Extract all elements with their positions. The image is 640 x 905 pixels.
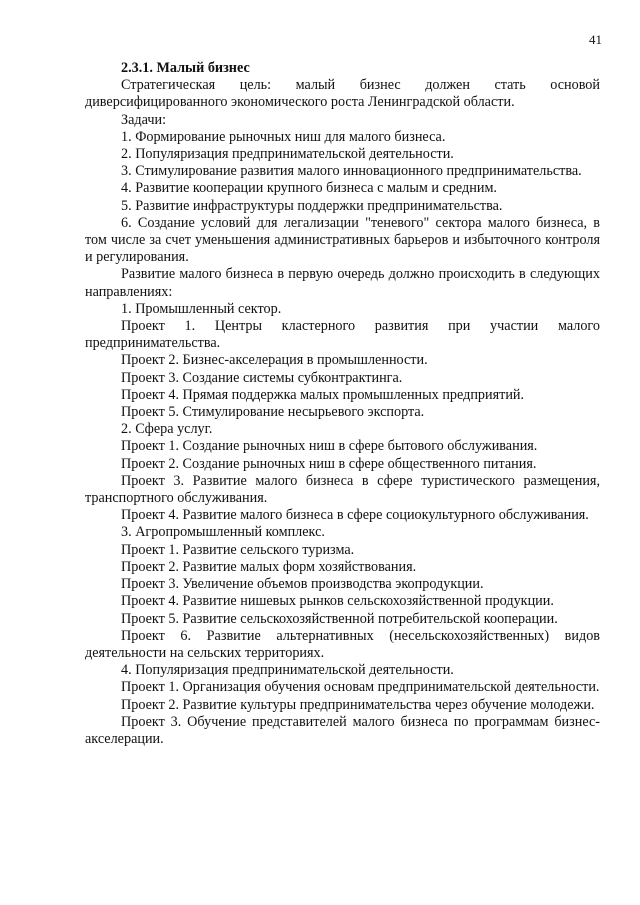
paragraph-task-1: 1. Формирование рыночных ниш для малого бизнеса. bbox=[121, 128, 446, 145]
paragraph-direction-popularization: 4. Популяризация предпринимательской деятельности. bbox=[121, 662, 454, 679]
paragraph-task-5: 5. Развитие инфраструктуры поддержки предпринимательства. bbox=[121, 197, 503, 214]
paragraph-popularization-project-1: Проект 1. Организация обучения основам предпринимательской деятельности. bbox=[121, 679, 600, 696]
paragraph-agro-project-6: Проект 6. Развитие альтернативных (несельскохозяйственных) видов деятельности на сельских территориях. bbox=[85, 627, 600, 661]
document-body bbox=[85, 60, 600, 748]
page-number: 41 bbox=[589, 32, 602, 47]
paragraph-direction-services: 2. Сфера услуг. bbox=[121, 421, 213, 438]
paragraph-tasks-label: Задачи: bbox=[121, 111, 167, 128]
paragraph-services-project-4: Проект 4. Развитие малого бизнеса в сфере социокультурного обслуживания. bbox=[121, 507, 589, 524]
paragraph-task-4: 4. Развитие кооперации крупного бизнеса с малым и средним. bbox=[121, 180, 497, 197]
paragraph-services-project-3: Проект 3. Развитие малого бизнеса в сфере туристического размещения, транспортного обслуживания. bbox=[85, 472, 600, 507]
paragraph-task-2: 2. Популяризация предпринимательской деятельности. bbox=[121, 146, 454, 163]
paragraph-strategic-goal: Стратегическая цель: малый бизнес должен стать основой диверсифицированного экономического роста Ленинградской области. bbox=[85, 77, 600, 111]
paragraph-task-6: 6. Создание условий для легализации "теневого" сектора малого бизнеса, в том числе за счет уменьшения административных барьеров и избыточного контроля и регулирования. bbox=[85, 214, 600, 266]
section-heading: 2.3.1. Малый бизнес bbox=[121, 60, 250, 76]
paragraph-industry-project-2: Проект 2. Бизнес-акселерация в промышленности. bbox=[121, 352, 428, 369]
paragraph-agro-project-5: Проект 5. Развитие сельскохозяйственной потребительской кооперации. bbox=[121, 610, 558, 627]
paragraph-industry-project-1: Проект 1. Центры кластерного развития при участии малого предпринимательства. bbox=[85, 318, 600, 352]
paragraph-task-3: 3. Стимулирование развития малого инновационного предпринимательства. bbox=[121, 163, 582, 180]
paragraph-popularization-project-3: Проект 3. Обучение представителей малого бизнеса по программам бизнес-акселерации. bbox=[85, 713, 600, 747]
paragraph-industry-project-3: Проект 3. Создание системы субконтрактинга. bbox=[121, 369, 403, 386]
paragraph-popularization-project-2: Проект 2. Развитие культуры предпринимательства через обучение молодежи. bbox=[121, 696, 595, 713]
paragraph-industry-project-5: Проект 5. Стимулирование несырьевого экспорта. bbox=[121, 404, 425, 421]
paragraph-direction-agro: 3. Агропромышленный комплекс. bbox=[121, 524, 325, 541]
paragraph-directions-intro: Развитие малого бизнеса в первую очередь должно происходить в следующих направлениях: bbox=[85, 266, 600, 300]
paragraph-services-project-2: Проект 2. Создание рыночных ниш в сфере общественного питания. bbox=[121, 455, 537, 472]
paragraph-direction-industry: 1. Промышленный сектор. bbox=[121, 300, 282, 317]
paragraph-agro-project-3: Проект 3. Увеличение объемов производства экопродукции. bbox=[121, 576, 484, 593]
paragraph-agro-project-1: Проект 1. Развитие сельского туризма. bbox=[121, 541, 355, 558]
paragraph-agro-project-2: Проект 2. Развитие малых форм хозяйствования. bbox=[121, 558, 417, 575]
paragraph-agro-project-4: Проект 4. Развитие нишевых рынков сельскохозяйственной продукции. bbox=[121, 593, 554, 610]
paragraph-services-project-1: Проект 1. Создание рыночных ниш в сфере бытового обслуживания. bbox=[121, 438, 538, 455]
paragraph-industry-project-4: Проект 4. Прямая поддержка малых промышленных предприятий. bbox=[121, 386, 525, 403]
